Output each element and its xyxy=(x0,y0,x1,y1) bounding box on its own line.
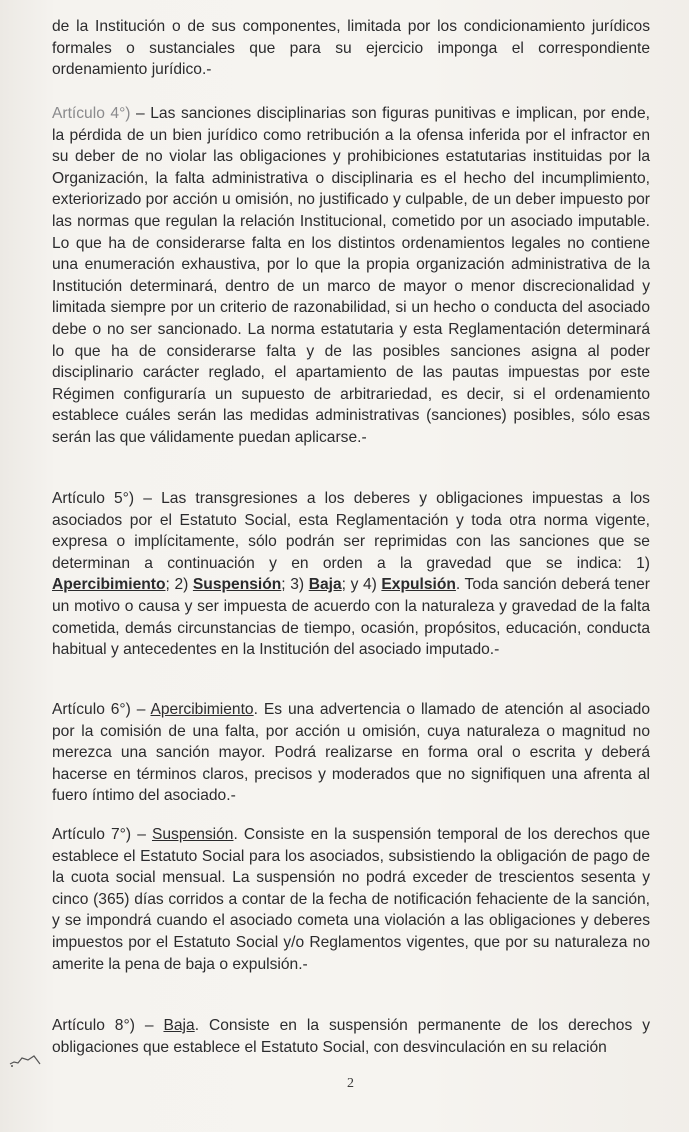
article-6 xyxy=(52,699,650,807)
article-5-paragraph xyxy=(52,488,650,661)
article-5-text-a: – Las transgresiones a los deberes y obligaciones impuestas a los asociados por el Estatuto Social, esta Reglamentación y toda otra norma vigente, expresa o implícitamente, sólo podrán ser reprimidas con las sanciones que se determinan a continuación y en orden a la gravedad que se indica: 1) xyxy=(52,490,650,572)
sanction-suspension: Suspensión xyxy=(192,576,282,594)
article-8-text: . Consiste en la suspensión permanente de los derechos y obligaciones que establece el Estatuto Social, con desvinculación en su relación xyxy=(52,1017,650,1056)
sanction-apercibimiento: Apercibimiento xyxy=(52,576,166,594)
article-5 xyxy=(52,488,650,661)
sanction-separator-2: ; 3) xyxy=(281,576,309,594)
article-7 xyxy=(52,824,650,975)
scan-mark xyxy=(8,1046,48,1070)
intro-fragment-text: de la Institución o de sus componentes, limitada por los condicionamiento jurídicos formales o sustanciales que para su ejercicio imponga el correspondiente ordenamiento jurídico.- xyxy=(52,18,650,79)
article-8 xyxy=(52,1015,650,1058)
intro-paragraph xyxy=(52,16,650,81)
article-6-heading: Artículo 6°) – xyxy=(52,701,151,718)
article-4-paragraph xyxy=(52,103,650,449)
sanction-separator-1: ; 2) xyxy=(165,576,193,594)
article-7-heading: Artículo 7°) – xyxy=(52,826,152,843)
article-8-term: Baja xyxy=(163,1017,195,1034)
article-4 xyxy=(52,103,650,449)
article-4-heading: Artículo 4°) xyxy=(52,105,131,122)
article-7-paragraph xyxy=(52,824,650,975)
article-7-text: . Consiste en la suspensión temporal de los derechos que establece el Estatuto Social para los asociados, subsistiendo la obligación de pago de la cuota social mensual. La suspensión no podrá exceder de trescientos sesenta y cinco (365) días corridos a contar de la fecha de notificación fehaciente de la sanción, y se impondrá cuando el asociado cometa una violación a las obligaciones y deberes impuestos por el Estatuto Social y/o Reglamentos vigentes, que por su naturaleza no amerite la pena de baja o expulsión.- xyxy=(52,826,650,973)
article-8-heading: Artículo 8°) – xyxy=(52,1017,164,1034)
article-6-text: . Es una advertencia o llamado de atención al asociado por la comisión de una falta, por acción u omisión, cuya naturaleza o magnitud no merezca una sanción mayor. Podrá realizarse en forma oral o escrita y deberá hacerse en términos claros, precisos y moderados que no signifiquen una afrenta al fuero íntimo del asociado.- xyxy=(52,701,650,805)
article-6-paragraph xyxy=(52,699,650,807)
article-8-paragraph xyxy=(52,1015,650,1058)
sanction-expulsion: Expulsión xyxy=(381,576,456,594)
article-4-text: – Las sanciones disciplinarias son figuras punitivas e implican, por ende, la pérdida de un bien jurídico como retribución a la ofensa inferida por el infractor en su deber de no violar las obligaciones y prohibiciones estatutarias instituidas por la Organización, la falta administrativa o disciplinaria es el hecho del incumplimiento, exteriorizado por acción u omisión, no justificado y culpable, de un deber impuesto por las normas que regulan la relación Institucional, cometido por un asociado imputable. Lo que ha de considerarse falta en los distintos ordenamientos legales no contiene una enumeración exhaustiva, por lo que la propia organización administrativa de la Institución determinará, dentro de un marco de mayor o menor discrecionalidad y limitada siempre por un criterio de razonabilidad, si un hecho o conducta del asociado debe o no ser sancionado. La norma estatutaria y esta Reglamentación determinará lo que ha de considerarse falta y de las posibles sanciones asigna al poder disciplinario carácter reglado, el apartamiento de las pautas impuestas por este Régimen configuraría un supuesto de arbitrariedad, es decir, si el ordenamiento establece cuáles serán las medidas administrativas (sanciones) posibles, sólo esas serán las que válidamente puedan aplicarse.- xyxy=(52,105,650,446)
article-6-term: Apercibimiento xyxy=(150,701,254,718)
sanction-baja: Baja xyxy=(308,576,342,594)
sanction-separator-3: ; y 4) xyxy=(341,576,382,594)
article-7-term: Suspensión xyxy=(151,826,234,843)
article-5-text-b: . Toda sanción deberá tener un motivo o causa y ser impuesta de acuerdo con la naturaleza y gravedad de la falta cometida, demás circunstancias de tiempo, ocasión, propósitos, educación, conducta habitual y antecedentes en la Institución del asociado imputado.- xyxy=(52,576,650,659)
article-5-heading: Artículo 5°) xyxy=(52,490,135,507)
page-number: 2 xyxy=(347,1076,354,1091)
